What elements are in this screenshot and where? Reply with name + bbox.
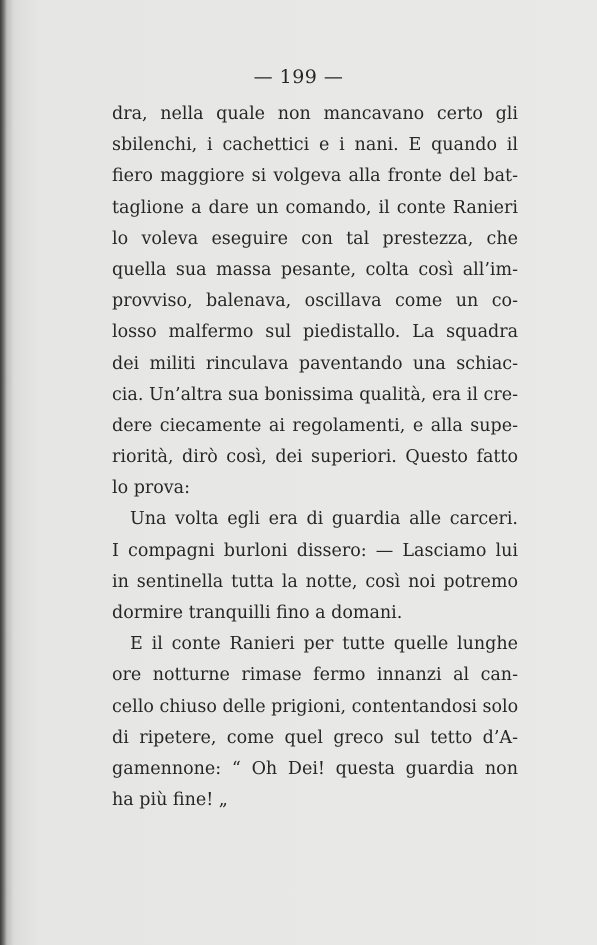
text-line: Una volta egli era di guardia alle carceri. [130, 509, 518, 530]
body-text [112, 99, 518, 816]
text-line: sbilenchi, i cachettici e i nani. E quando il [112, 135, 518, 156]
text-line: cia. Un’altra sua bonissima qualità, era il cre- [112, 384, 518, 405]
text-line: ha più fine! „ [112, 790, 228, 811]
text-line: dei militi rinculava paventando una schiac- [112, 353, 518, 374]
text-line: in sentinella tutta la notte, così noi potremo [112, 571, 518, 592]
text-line: fiero maggiore si volgeva alla fronte del bat- [112, 166, 518, 187]
text-line: taglione a dare un comando, il conte Ranieri [112, 197, 518, 218]
text-line: I compagni burloni dissero: — Lasciamo lui [112, 540, 518, 561]
text-line: lo voleva eseguire con tal prestezza, che [112, 228, 518, 249]
text-line: losso malfermo sul piedistallo. La squadra [112, 322, 518, 343]
text-line: cello chiuso delle prigioni, contentandosi solo [112, 696, 519, 717]
text-line: quella sua massa pesante, colta così all’im- [112, 259, 518, 280]
text-line: dormire tranquilli fino a domani. [112, 603, 403, 623]
text-line: riorità, dirò così, dei superiori. Questo fatto [112, 447, 518, 468]
text-line: E il conte Ranieri per tutte quelle lunghe [130, 634, 518, 655]
text-line: dra, nella quale non mancavano certo gli [112, 104, 518, 124]
text-line: provviso, balenava, oscillava come un co- [112, 291, 518, 312]
text-line: lo prova: [112, 478, 191, 499]
text-line: gamennone: “ Oh Dei! questa guardia non [112, 758, 518, 779]
text-line: dere ciecamente ai regolamenti, e alla supe- [112, 415, 518, 436]
text-line: di ripetere, come quel greco sul tetto d’A- [112, 727, 518, 748]
page-number: — 199 — [253, 66, 344, 88]
text-line: ore notturne rimase fermo innanzi al can- [112, 665, 518, 686]
